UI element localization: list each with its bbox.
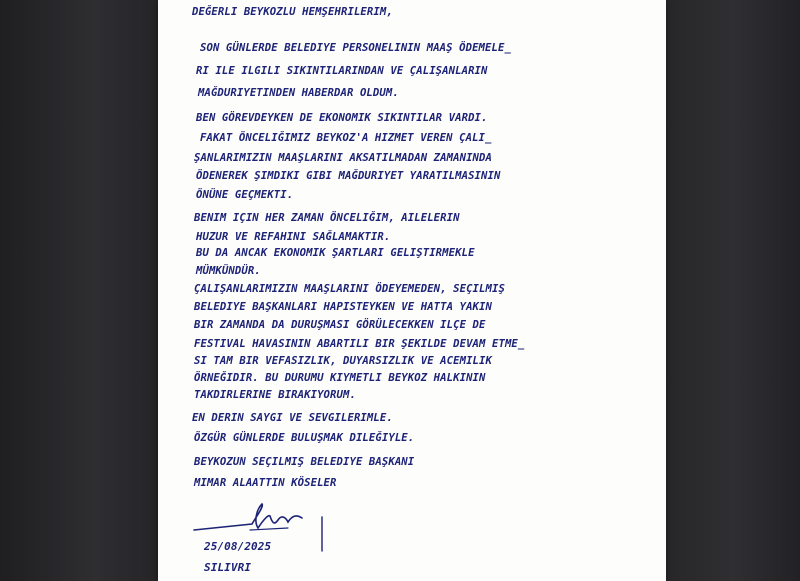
paragraph-2-line: ÖDENEREK ŞIMDIKI GIBI MAĞDURIYET YARATILMASININ <box>196 170 501 182</box>
signatory-name: MIMAR ALAATTIN KÖSELER <box>194 477 337 489</box>
paragraph-4-line: ÖRNEĞIDIR. BU DURUMU KIYMETLI BEYKOZ HALKININ <box>194 372 486 384</box>
paragraph-2-line: BEN GÖREVDEYKEN DE EKONOMIK SIKINTILAR VARDI. <box>196 112 488 124</box>
paragraph-4-line: ÇALIŞANLARIMIZIN MAAŞLARINI ÖDEYEMEDEN, SEÇILMIŞ <box>194 283 505 295</box>
paragraph-1-line: SON GÜNLERDE BELEDIYE PERSONELININ MAAŞ ÖDEMELE_ <box>200 42 511 54</box>
paragraph-3-line: BENIM IÇIN HER ZAMAN ÖNCELIĞIM, AILELERIN <box>194 212 460 224</box>
signature-stroke <box>316 515 328 555</box>
paragraph-4-line: TAKDIRLERINE BIRAKIYORUM. <box>194 389 356 401</box>
letter-greeting: DEĞERLI BEYKOZLU HEMŞEHRILERIM, <box>192 6 393 18</box>
paragraph-2-line: FAKAT ÖNCELIĞIMIZ BEYKOZ'A HIZMET VEREN ÇALI_ <box>200 132 492 144</box>
paragraph-3-line: BU DA ANCAK EKONOMIK ŞARTLARI GELIŞTIRMEKLE <box>196 247 475 259</box>
paragraph-3-line: HUZUR VE REFAHINI SAĞLAMAKTIR. <box>196 231 391 243</box>
paragraph-2-line: ŞANLARIMIZIN MAAŞLARINI AKSATILMADAN ZAMANINDA <box>194 152 492 164</box>
paragraph-4-line: BELEDIYE BAŞKANLARI HAPISTEYKEN VE HATTA YAKIN <box>194 301 492 313</box>
closing-line: EN DERIN SAYGI VE SEVGILERIMLE. <box>192 412 393 424</box>
letter-place: SILIVRI <box>204 561 252 574</box>
signatory-title: BEYKOZUN SEÇILMIŞ BELEDIYE BAŞKANI <box>194 456 415 468</box>
paragraph-3-line: MÜMKÜNDÜR. <box>196 265 261 277</box>
letter-paper <box>158 0 666 581</box>
closing-line: ÖZGÜR GÜNLERDE BULUŞMAK DILEĞIYLE. <box>194 432 415 444</box>
background-left <box>0 0 158 581</box>
paragraph-4-line: BIR ZAMANDA DA DURUŞMASI GÖRÜLECEKKEN ILÇE DE <box>194 319 486 331</box>
letter-date: 25/08/2025 <box>204 540 272 553</box>
paragraph-4-line: FESTIVAL HAVASININ ABARTILI BIR ŞEKILDE DEVAM ETME_ <box>194 338 525 350</box>
handwritten-signature <box>192 500 332 540</box>
paragraph-2-line: ÖNÜNE GEÇMEKTI. <box>196 189 294 201</box>
background-right <box>666 0 800 581</box>
paragraph-4-line: SI TAM BIR VEFASIZLIK, DUYARSIZLIK VE ACEMILIK <box>194 355 492 367</box>
paragraph-1-line: MAĞDURIYETINDEN HABERDAR OLDUM. <box>198 87 399 99</box>
paragraph-1-line: RI ILE ILGILI SIKINTILARINDAN VE ÇALIŞANLARIN <box>196 65 488 77</box>
